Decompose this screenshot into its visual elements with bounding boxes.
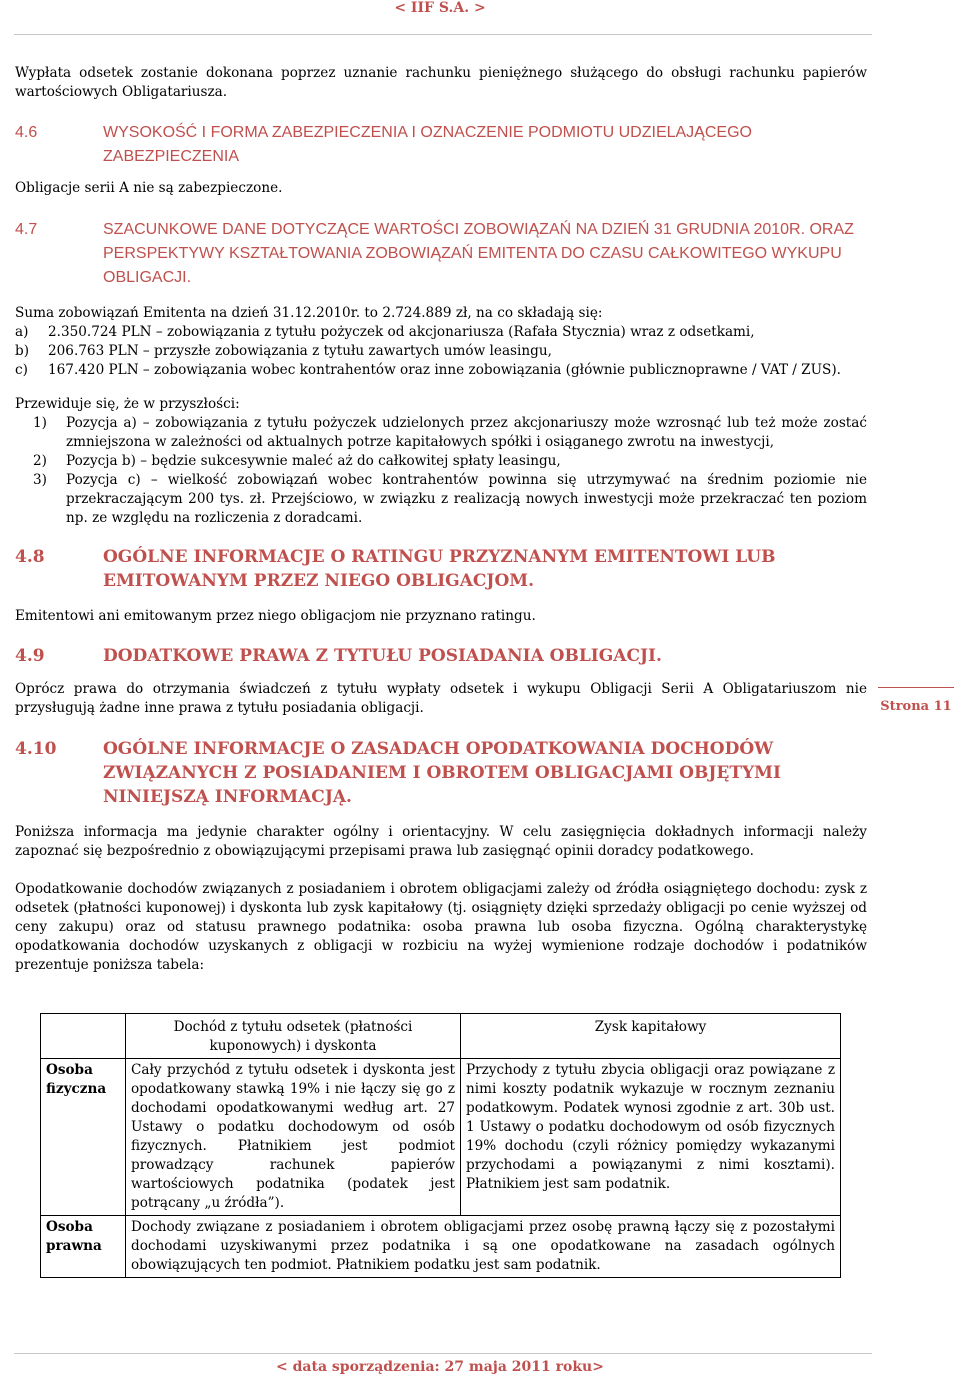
liabilities-list <box>15 323 867 380</box>
section-4-7-paragraph: Suma zobowiązań Emitenta na dzień 31.12.2010r. to 2.724.889 zł, na co składają się: <box>15 305 603 321</box>
list-label: c) <box>15 362 28 378</box>
table-cell: Przychody z tytułu zbycia obligacji oraz powiązane z nimi koszty podatnik wykazuje w rocznym zeznaniu podatkowym. Podatek wynosi zgodnie z art. 30b ust. 1 Ustawy o podatku dochodowym od osób fizycznych 19% dochodu (czyli różnicy pomiędzy wykazanymi przychodami a powiązanymi z nimi kosztami). Płatnikiem jest sam podatnik. <box>461 1059 841 1216</box>
section-4-9-paragraph: Oprócz prawa do otrzymania świadczeń z tytułu wypłaty odsetek i wykupu Obligacji Serii A Obligatariuszom nie przysługują żadne inne prawa z tytułu posiadania obligacji. <box>15 681 867 716</box>
table-corner-cell <box>41 1014 126 1059</box>
list-text: Pozycja b) – będzie sukcesywnie maleć aż do całkowitej spłaty leasingu, <box>66 453 561 469</box>
section-4-9-heading <box>15 644 867 668</box>
list-item <box>15 452 867 471</box>
section-number: 4.7 <box>15 221 38 238</box>
future-list <box>15 414 867 528</box>
section-4-10-paragraph-1: Poniższa informacja ma jedynie charakter ogólny i orientacyjny. W celu zasięgnięcia dokładnych informacji należy zapoznać się bezpośrednio z obowiązującymi przepisami prawa lub zasięgnąć opinii doradcy podatkowego. <box>15 824 867 859</box>
table-cell: Dochody związane z posiadaniem i obrotem obligacjami przez osobę prawną łączy się z pozostałymi dochodami uzyskiwanymi przez podatnika i są one opodatkowane na zasadach ogólnych obowiązujących ten podmiot. Płatnikiem podatku jest sam podatnik. <box>126 1216 841 1278</box>
table-row-label: Osoba fizyczna <box>41 1059 126 1216</box>
section-number: 4.9 <box>15 646 45 666</box>
document-body <box>15 64 867 975</box>
list-text: 2.350.724 PLN – zobowiązania z tytułu pożyczek od akcjonariusza (Rafała Stycznia) wraz z odsetkami, <box>48 324 755 340</box>
list-label: a) <box>15 324 29 340</box>
section-number: 4.10 <box>15 739 57 759</box>
header-divider <box>14 34 872 35</box>
list-item <box>15 471 867 528</box>
page-number: Strona 11 <box>878 687 954 716</box>
header-title: < IIF S.A. > <box>394 0 486 16</box>
section-4-7-heading <box>15 218 867 290</box>
table-header-cell: Zysk kapitałowy <box>461 1014 841 1059</box>
section-4-6-paragraph: Obligacje serii A nie są zabezpieczone. <box>15 180 283 196</box>
section-4-8-paragraph: Emitentowi ani emitowanym przez niego obligacjom nie przyznano ratingu. <box>15 608 536 624</box>
section-title: OGÓLNE INFORMACJE O ZASADACH OPODATKOWANIA DOCHODÓW ZWIĄZANYCH Z POSIADANIEM I OBROTEM OBLIGACJAMI OBJĘTYMI NINIEJSZĄ INFORMACJĄ. <box>103 739 781 807</box>
footer-divider <box>14 1353 872 1354</box>
list-label: 3) <box>33 472 47 488</box>
section-number: 4.8 <box>15 547 45 567</box>
section-4-6-heading <box>15 121 867 169</box>
list-text: 206.763 PLN – przyszłe zobowiązania z tytułu zawartych umów leasingu, <box>48 343 552 359</box>
list-label: b) <box>15 343 30 359</box>
section-title: OGÓLNE INFORMACJE O RATINGU PRZYZNANYM EMITENTOWI LUB EMITOWANYM PRZEZ NIEGO OBLIGACJOM. <box>103 547 776 591</box>
list-item <box>15 361 867 380</box>
section-4-8-heading <box>15 545 867 593</box>
table-row <box>41 1059 841 1216</box>
footer-text: < data sporządzenia: 27 maja 2011 roku> <box>276 1359 604 1375</box>
table-row-label: Osoba prawna <box>41 1216 126 1278</box>
intro-paragraph: Wypłata odsetek zostanie dokonana poprzez uznanie rachunku pieniężnego służącego do obsługi rachunku papierów wartościowych Obligatariusza. <box>15 65 867 100</box>
section-4-10-paragraph-2: Opodatkowanie dochodów związanych z posiadaniem i obrotem obligacjami zależy od źródła osiągniętego dochodu: zysk z odsetek (płatności kuponowej) i dyskonta lub zysk kapitałowy (tj. osiągnięty dzięki sprzedaży obligacji po cenie wyższej od ceny zakupu) oraz od statusu prawnego podatnika: osoba prawna lub osoba fizyczna. Ogólną charakterystykę opodatkowania dochodów uzyskanych z obligacji w rozbiciu na wyżej wymienione rodzaje dochodów i podatników prezentuje poniższa tabela: <box>15 881 867 973</box>
section-4-10-heading <box>15 737 867 809</box>
section-title: DODATKOWE PRAWA Z TYTUŁU POSIADANIA OBLIGACJI. <box>103 646 662 666</box>
list-text: 167.420 PLN – zobowiązania wobec kontrahentów oraz inne zobowiązania (głównie publicznoprawne / VAT / ZUS). <box>48 362 841 378</box>
list-item <box>15 323 867 342</box>
section-number: 4.6 <box>15 124 38 141</box>
table-header-cell: Dochód z tytułu odsetek (płatności kuponowych) i dyskonta <box>126 1014 461 1059</box>
section-title: SZACUNKOWE DANE DOTYCZĄCE WARTOŚCI ZOBOWIĄZAŃ NA DZIEŃ 31 GRUDNIA 2010R. ORAZ PERSPEKTYWY KSZTAŁTOWANIA ZOBOWIĄZAŃ EMITENTA DO CZASU CAŁKOWITEGO WYKUPU OBLIGACJI. <box>103 221 854 286</box>
tax-table <box>40 1013 841 1278</box>
future-paragraph: Przewiduje się, że w przyszłości: <box>15 396 240 412</box>
table-header-row <box>41 1014 841 1059</box>
list-item <box>15 414 867 452</box>
list-text: Pozycja c) – wielkość zobowiązań wobec kontrahentów powinna się utrzymywać na średnim poziomie nie przekraczającym 200 tys. zł. Przejściowo, w związku z realizacją nowych inwestycji może przekraczać ten poziom np. ze względu na rozliczenia z doradcami. <box>66 472 867 526</box>
table-cell: Cały przychód z tytułu odsetek i dyskonta jest opodatkowany stawką 19% i nie łączy się go z dochodami opodatkowanymi według art. 27 Ustawy o podatku dochodowym od osób fizycznych. Płatnikiem jest podmiot prowadzący rachunek papierów wartościowych podatnika (podatek jest potrącany „u źródła”). <box>126 1059 461 1216</box>
list-label: 2) <box>33 453 47 469</box>
table-row <box>41 1216 841 1278</box>
list-label: 1) <box>33 415 47 431</box>
section-title: WYSOKOŚĆ I FORMA ZABEZPIECZENIA I OZNACZENIE PODMIOTU UDZIELAJĄCEGO ZABEZPIECZENIA <box>103 124 752 165</box>
list-text: Pozycja a) – zobowiązania z tytułu pożyczek udzielonych przez akcjonariuszy może wzrosnąć lub też może zostać zmniejszona w zależności od aktualnych potrze kapitałowych spółki i osiąganego zwrotu na inwestycji, <box>66 415 867 450</box>
list-item <box>15 342 867 361</box>
